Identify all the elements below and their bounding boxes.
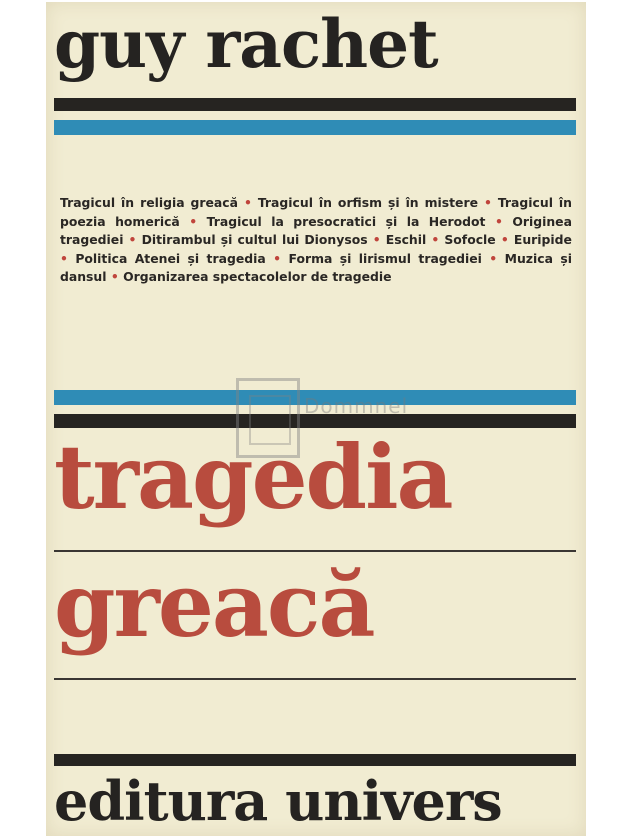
watermark-text: Dommnel xyxy=(304,394,409,418)
contents-summary xyxy=(60,194,572,287)
bullet-icon: • xyxy=(489,250,498,266)
blue-bar-top xyxy=(54,120,576,135)
book-title-line-2: greacă xyxy=(54,553,374,657)
book-cover xyxy=(46,2,586,836)
bullet-icon: • xyxy=(110,269,119,284)
subject-item: Forma și lirismul tragediei xyxy=(288,250,482,266)
bullet-icon: • xyxy=(483,195,492,210)
subject-item: Ditirambul și cultul lui Dionysos xyxy=(141,232,368,247)
bullet-icon: • xyxy=(128,232,137,247)
subject-item: Euripide xyxy=(513,232,572,247)
bullet-icon: • xyxy=(243,195,252,210)
publisher-name: editura univers xyxy=(54,769,502,833)
bullet-icon: • xyxy=(273,250,282,266)
thin-rule-2 xyxy=(54,678,576,680)
subject-item: Muzica și dansul xyxy=(60,250,572,284)
subject-item: Tragicul în orfism și în mistere xyxy=(257,195,478,210)
black-bar-top xyxy=(54,98,576,111)
book-title-line-1: tragedia xyxy=(54,425,452,529)
subject-item: Eschil xyxy=(385,232,427,247)
subject-item: Tragicul la presocratici și la Herodot xyxy=(206,213,486,229)
bullet-icon: • xyxy=(431,232,440,247)
subject-item: Originea tragediei xyxy=(60,213,572,247)
bullet-icon: • xyxy=(372,232,381,247)
subject-item: Tragicul în religia greacă xyxy=(60,195,238,210)
bullet-icon: • xyxy=(60,250,68,266)
subject-item: Sofocle xyxy=(444,232,496,247)
bullet-icon: • xyxy=(500,232,509,247)
black-bar-bottom xyxy=(54,754,576,766)
author-name: guy rachet xyxy=(54,5,438,83)
subject-item: Organizarea spectacolelor de tragedie xyxy=(123,269,392,284)
bullet-icon: • xyxy=(494,213,503,229)
subject-item: Politica Atenei și tragedia xyxy=(75,250,266,266)
bullet-icon: • xyxy=(189,213,198,229)
subject-item: Tragicul în poezia homerică xyxy=(60,195,572,229)
